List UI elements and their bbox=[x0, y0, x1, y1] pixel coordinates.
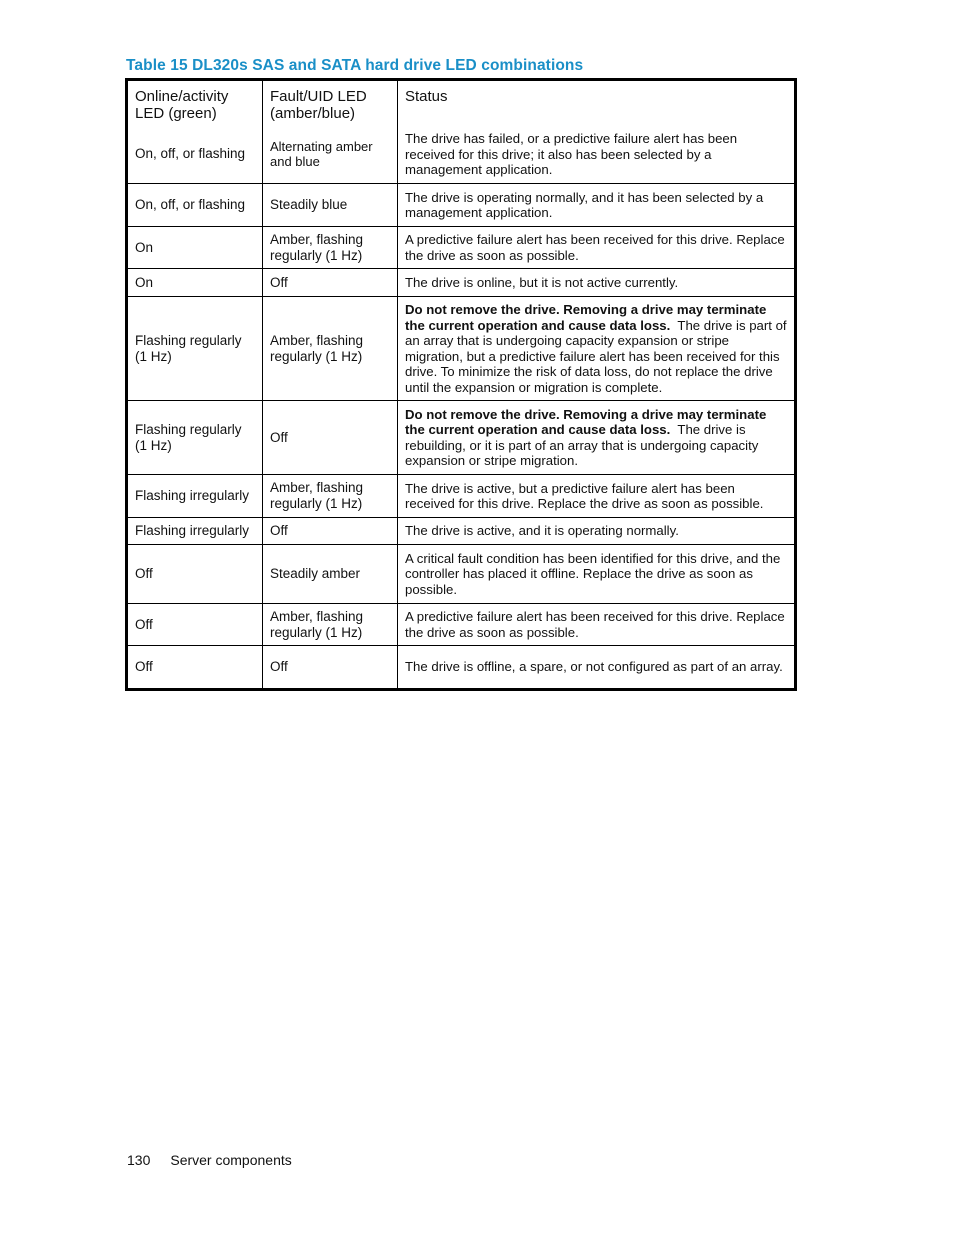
status-text: The drive is active, but a predictive failure alert has been received for this drive. Replace the drive as soon as possible. bbox=[405, 480, 764, 511]
status-text: The drive is online, but it is not active currently. bbox=[405, 274, 679, 290]
online-led-cell: On, off, or flashing bbox=[128, 126, 263, 183]
status-text: The drive is part of an array that is undergoing capacity expansion or stripe migration, but a predictive failure alert has been received for this drive. To minimize the risk of data loss, do not replace the drive until the expansion or migration is complete. bbox=[405, 317, 787, 395]
status-cell bbox=[398, 268, 795, 296]
fault-led-cell: Alternating amber and blue bbox=[263, 126, 398, 183]
status-text: A critical fault condition has been identified for this drive, and the controller has placed it offline. Replace the drive as soon as possible. bbox=[405, 550, 781, 597]
status-text: The drive is rebuilding, or it is part of an array that is undergoing capacity expansion or stripe migration. bbox=[405, 422, 759, 468]
fault-led-cell: Amber, flashing regularly (1 Hz) bbox=[263, 603, 398, 645]
online-led-cell: On bbox=[128, 226, 263, 268]
table-row bbox=[128, 544, 795, 603]
table-row bbox=[128, 296, 795, 400]
fault-led-cell: Off bbox=[263, 517, 398, 544]
status-cell bbox=[398, 183, 795, 226]
table-row bbox=[128, 603, 795, 645]
table-row bbox=[128, 474, 795, 517]
table-row bbox=[128, 183, 795, 226]
table-row bbox=[128, 517, 795, 544]
fault-led-cell: Off bbox=[263, 645, 398, 688]
online-led-cell: On bbox=[128, 268, 263, 296]
online-led-cell: On, off, or flashing bbox=[128, 183, 263, 226]
column-header-fault: Fault/UID LED (amber/blue) bbox=[263, 81, 398, 127]
status-cell bbox=[398, 603, 795, 645]
warning-text: Do not remove the drive. Removing a drive may terminate the current operation and cause data loss. bbox=[405, 302, 767, 333]
table-row bbox=[128, 645, 795, 688]
online-led-cell: Flashing irregularly bbox=[128, 517, 263, 544]
fault-led-cell: Steadily amber bbox=[263, 544, 398, 603]
status-cell bbox=[398, 400, 795, 474]
online-led-cell: Off bbox=[128, 645, 263, 688]
page-number: 130 bbox=[127, 1152, 151, 1168]
online-led-cell: Off bbox=[128, 544, 263, 603]
fault-led-cell: Off bbox=[263, 268, 398, 296]
table-row bbox=[128, 126, 795, 183]
status-cell bbox=[398, 645, 795, 688]
fault-led-cell: Amber, flashing regularly (1 Hz) bbox=[263, 296, 398, 400]
status-cell bbox=[398, 517, 795, 544]
status-text: The drive is offline, a spare, or not configured as part of an array. bbox=[405, 659, 783, 675]
status-text: A predictive failure alert has been received for this drive. Replace the drive as soon as possible. bbox=[405, 232, 785, 263]
fault-led-cell: Amber, flashing regularly (1 Hz) bbox=[263, 226, 398, 268]
status-text: The drive has failed, or a predictive failure alert has been received for this drive; it also has been selected by a management application. bbox=[405, 131, 738, 177]
table-header-row bbox=[128, 81, 795, 127]
fault-led-cell: Off bbox=[263, 400, 398, 474]
table-caption: Table 15 DL320s SAS and SATA hard drive LED combinations bbox=[126, 57, 584, 74]
page-footer bbox=[127, 1152, 292, 1168]
fault-led-cell: Steadily blue bbox=[263, 183, 398, 226]
online-led-cell: Flashing regularly (1 Hz) bbox=[128, 400, 263, 474]
column-header-online: Online/activity LED (green) bbox=[128, 81, 263, 127]
column-header-status: Status bbox=[398, 81, 795, 127]
led-combinations-table bbox=[125, 78, 797, 691]
status-text: A predictive failure alert has been received for this drive. Replace the drive as soon as possible. bbox=[405, 609, 785, 640]
fault-led-cell: Amber, flashing regularly (1 Hz) bbox=[263, 474, 398, 517]
table-row bbox=[128, 268, 795, 296]
status-cell bbox=[398, 226, 795, 268]
online-led-cell: Flashing regularly (1 Hz) bbox=[128, 296, 263, 400]
online-led-cell: Off bbox=[128, 603, 263, 645]
status-cell bbox=[398, 474, 795, 517]
table-row bbox=[128, 226, 795, 268]
warning-text: Do not remove the drive. Removing a drive may terminate the current operation and cause data loss. bbox=[405, 406, 767, 437]
status-text: The drive is active, and it is operating normally. bbox=[405, 523, 679, 539]
table-row bbox=[128, 400, 795, 474]
status-cell bbox=[398, 296, 795, 400]
status-cell bbox=[398, 544, 795, 603]
status-text: The drive is operating normally, and it has been selected by a management application. bbox=[405, 189, 764, 220]
status-cell bbox=[398, 126, 795, 183]
footer-section-title: Server components bbox=[170, 1152, 292, 1168]
online-led-cell: Flashing irregularly bbox=[128, 474, 263, 517]
